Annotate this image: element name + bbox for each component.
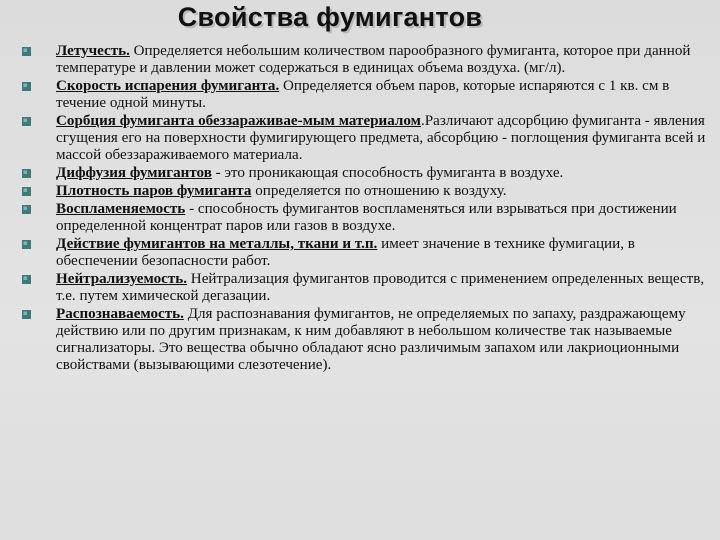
item-term: Воспламеняемость [56, 201, 186, 217]
square-bullet-icon [22, 240, 31, 249]
square-bullet-icon [22, 205, 31, 214]
square-bullet-icon [22, 275, 31, 284]
slide-title: Свойства фумигантов [177, 2, 483, 32]
square-bullet-icon [22, 169, 31, 178]
item-term: Распознаваемость. [56, 306, 184, 322]
item-term: Скорость испарения фумиганта. [56, 78, 280, 94]
item-text: .Различают адсорбцию фумиганта - явления сгущения его на поверхности фумигирующего предмета, абсорбцию - поглощения фумиганта всей и массой обеззараживаемого материала. [56, 113, 706, 163]
list-item-effect-on-materials [22, 236, 712, 270]
item-term: Диффузия фумигантов [56, 165, 212, 181]
item-text: определяется по отношению к воздуху. [251, 183, 507, 199]
item-text: Для распознавания фумигантов, не определяемых по запаху, раздражающему действию или по другим признакам, к ним добавляют в небольшом количестве так называемые сигнализаторы. Это вещества обычно обладают ясно различимым запахом или лакриоционными свойствами (вызывающими слезотечение). [56, 306, 686, 373]
item-term: Летучесть. [56, 43, 130, 59]
item-text: - способность фумигантов воспламеняться или взрываться при достижении определенной концентрат паров или газов в воздухе. [56, 201, 677, 234]
list-item-neutralization [22, 271, 712, 305]
item-text: имеет значение в технике фумигации, в обеспечении безопасности работ. [56, 236, 635, 269]
item-term: Сорбция фумиганта обеззараживае-мым материалом [56, 113, 421, 129]
list-item-sorption [22, 113, 712, 164]
square-bullet-icon [22, 310, 31, 319]
list-item-vapor-density [22, 183, 712, 200]
list-item-evaporation-rate [22, 78, 712, 112]
item-text: Нейтрализация фумигантов проводится с применением определенных веществ, т.е. путем химической дегазации. [56, 271, 705, 304]
square-bullet-icon [22, 117, 31, 126]
item-term: Действие фумигантов на металлы, ткани и т.п. [56, 236, 378, 252]
item-term: Плотность паров фумиганта [56, 183, 252, 199]
square-bullet-icon [22, 82, 31, 91]
list-item-recognizability [22, 306, 712, 374]
properties-list [22, 43, 712, 375]
list-item-diffusion [22, 165, 712, 182]
item-text: Определяется объем паров, которые испаряются с 1 кв. см в течение одной минуты. [56, 78, 670, 111]
list-item-volatility [22, 43, 712, 77]
list-item-flammability [22, 201, 712, 235]
item-term: Нейтрализуемость. [56, 271, 188, 287]
item-text: - это проникающая способность фумиганта в воздухе. [211, 165, 564, 181]
square-bullet-icon [22, 47, 31, 56]
square-bullet-icon [22, 187, 31, 196]
item-text: Определяется небольшим количеством парообразного фумиганта, которое при данной температуре и давлении может содержаться в единицах объема воздуха. (мг/л). [56, 43, 691, 76]
